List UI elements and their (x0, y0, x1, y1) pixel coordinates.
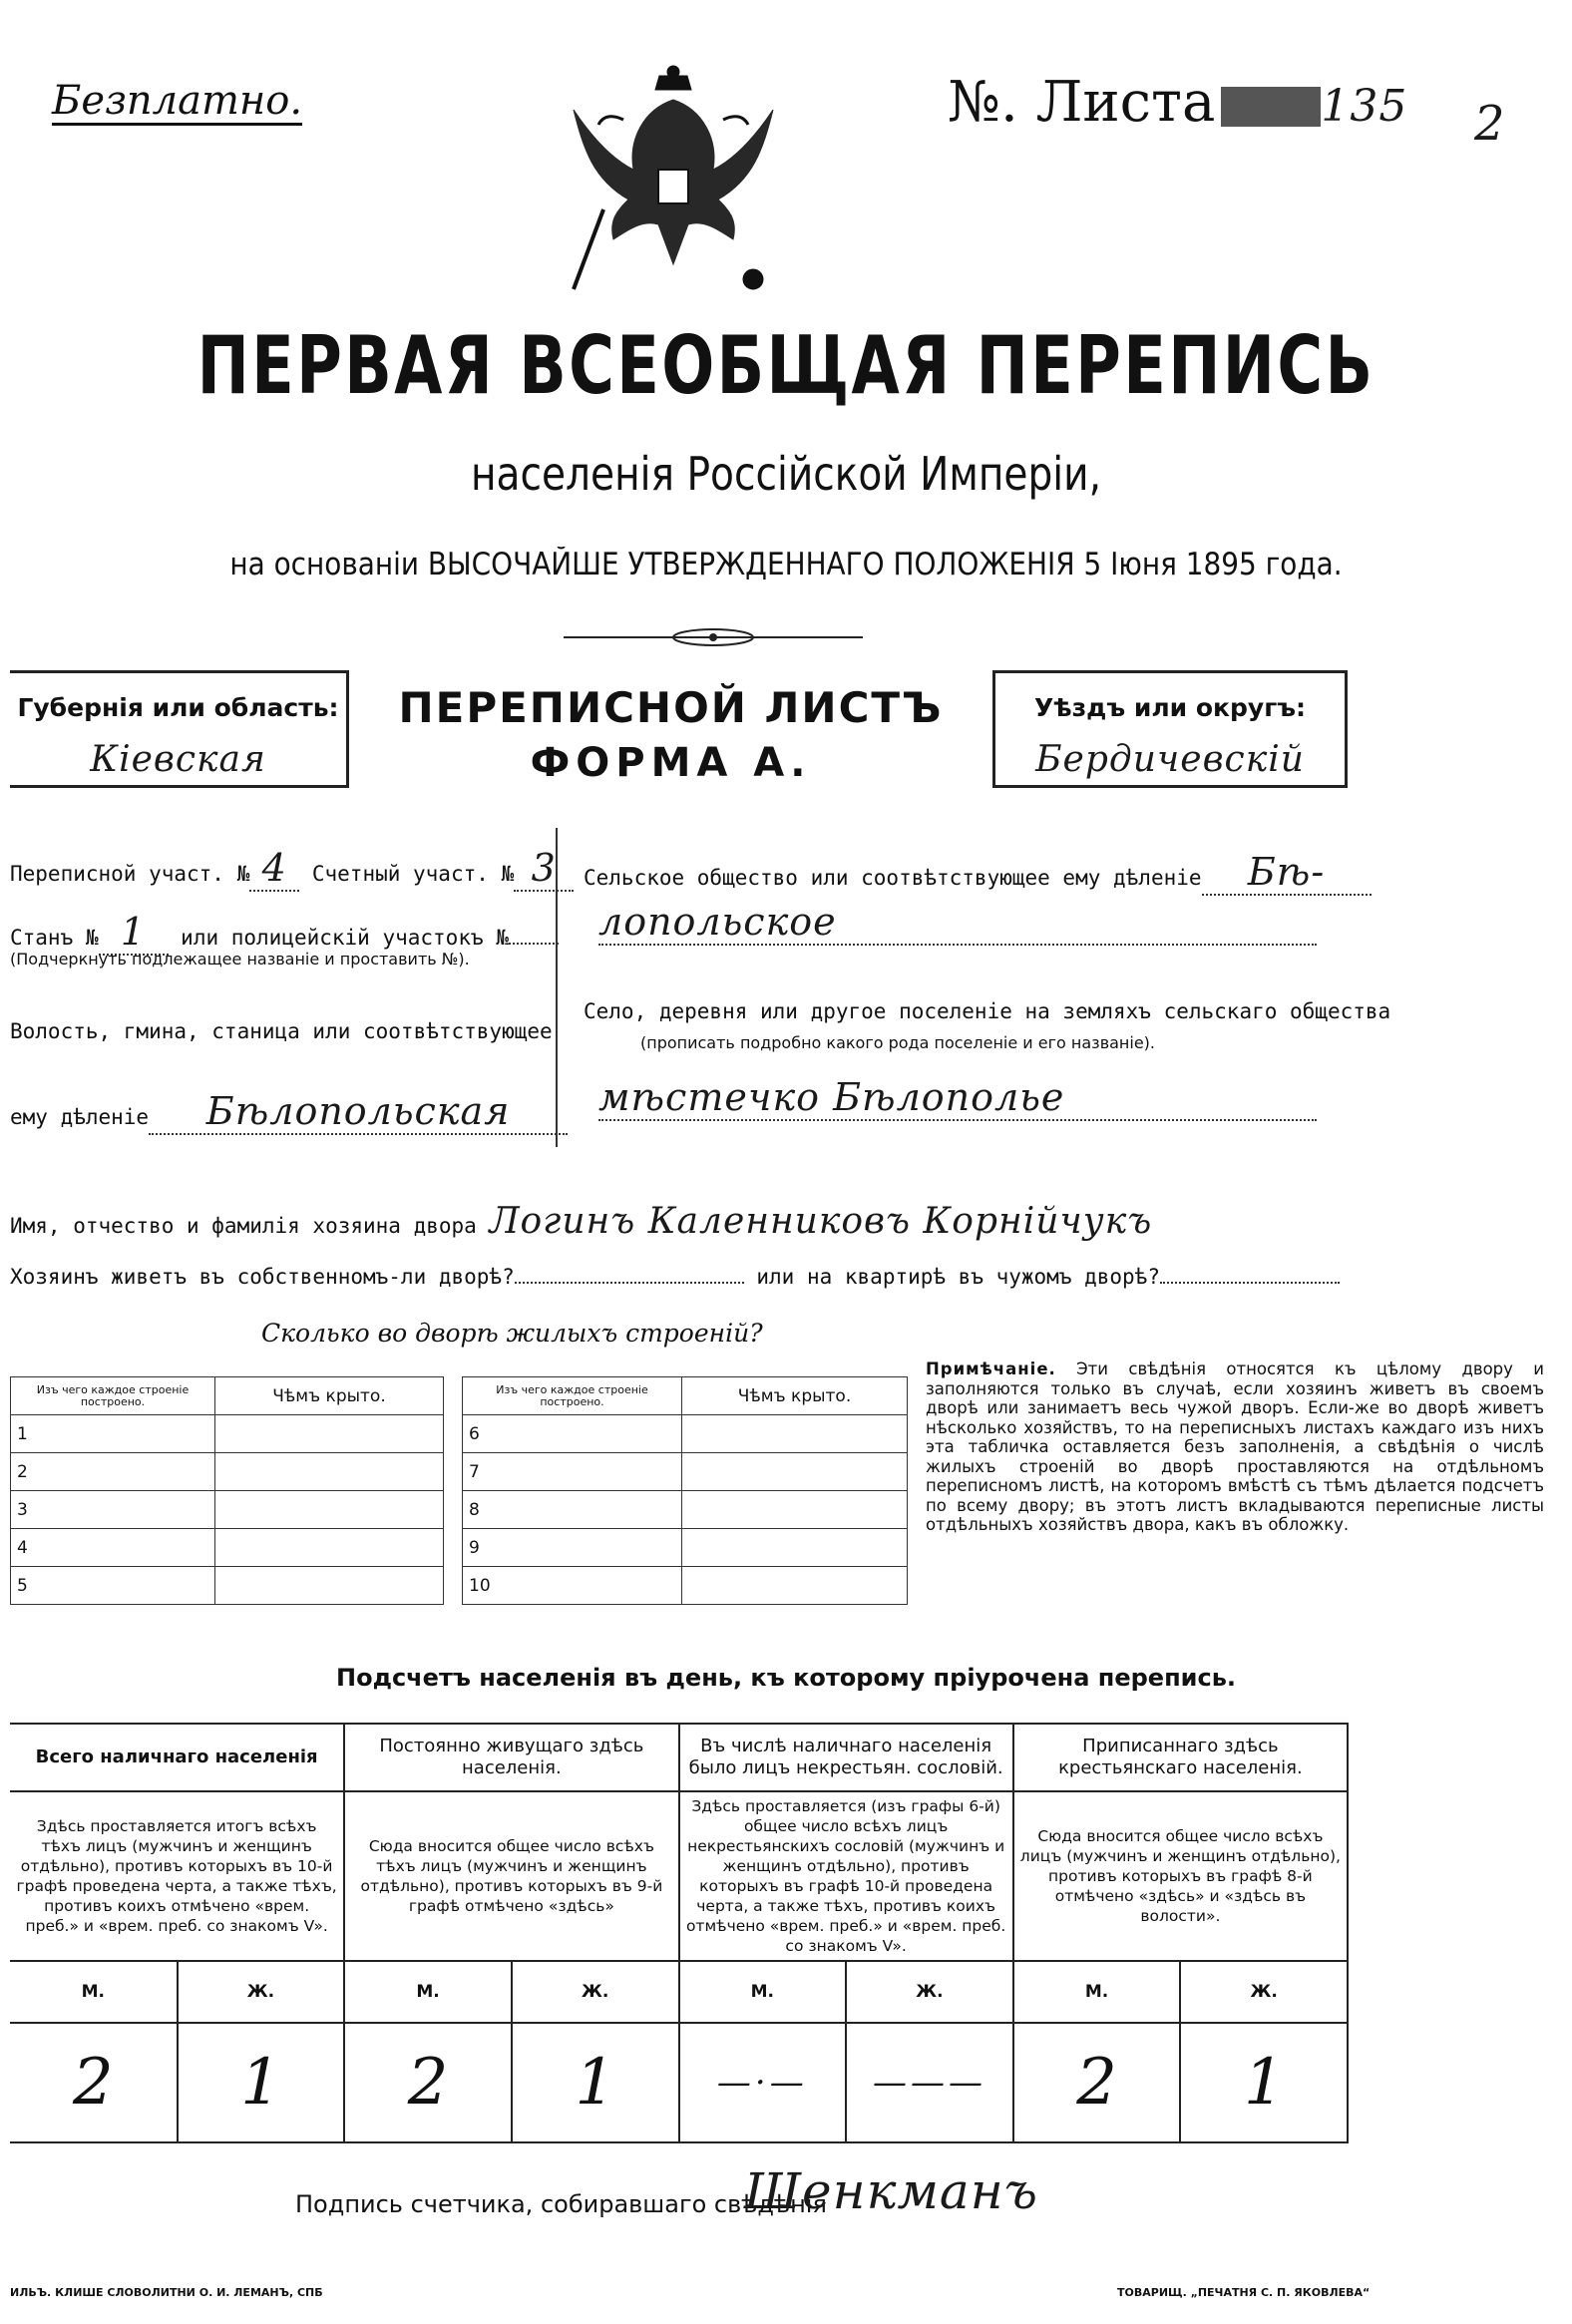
stan-label: Станъ № (10, 926, 99, 950)
building-row-roof (682, 1529, 908, 1567)
stan-value: 1 (99, 910, 169, 956)
buildings-header-material: Изъ чего каждое строеніе построено. (11, 1377, 215, 1415)
buildings-question: Сколько во дворѣ жилыхъ строеній? (261, 1319, 763, 1348)
printer-imprint-left: ИЛЬЪ. КЛИШЕ СЛОВОЛИТНИ О. И. ЛЕМАНЪ, СПБ (10, 2286, 323, 2299)
table-row (11, 1453, 444, 1491)
male-label: М. (10, 1961, 178, 2023)
legal-basis: на основаніи ВЫСОЧАЙШЕ УТВЕРЖДЕННАГО ПОЛОЖЕНІЯ 5 Іюня 1895 года. (229, 547, 1343, 582)
buildings-header-roof: Чѣмъ крыто. (682, 1377, 908, 1415)
own-yard-blank (515, 1282, 744, 1284)
table-row (463, 1453, 908, 1491)
census-section-label: Переписной участ. № (10, 862, 250, 886)
ornament-divider-icon (564, 626, 863, 648)
owner-field (10, 1201, 1152, 1242)
population-count-table (10, 1723, 1349, 2143)
volost-value: Бѣлопольская (149, 1089, 568, 1135)
registered-female-value: 1 (1180, 2023, 1348, 2142)
female-label: Ж. (846, 1961, 1013, 2023)
permanent-female-value: 1 (512, 2023, 679, 2142)
page-title: ПЕРВАЯ ВСЕОБЩАЯ ПЕРЕПИСЬ (196, 319, 1376, 412)
building-row-number: 2 (11, 1453, 215, 1491)
rural-society-value-1: Бѣ- (1202, 850, 1372, 896)
present-male-value: 2 (10, 2023, 178, 2142)
census-section-value: 4 (249, 846, 299, 892)
non-peasant-female-value: ——— (846, 2023, 1013, 2142)
volost-field (10, 1089, 568, 1135)
table-row (463, 1567, 908, 1605)
col-header-permanent-population: Постоянно живущаго здѣсь населенія. (344, 1724, 678, 1791)
building-row-number: 6 (463, 1415, 682, 1453)
non-peasant-male-value: —·— (679, 2023, 847, 2142)
note-text: Эти свѣдѣнія относятся къ цѣлому двору и заполняются только въ случаѣ, если хозяинъ живетъ въ своемъ дворѣ или занимаетъ весь чужой дворъ. Если-же во дворѣ живетъ нѣсколько хозяйствъ, то на переписныхъ листахъ каждаго изъ нихъ эта табличка оставляется безъ заполненія, а свѣдѣнія о числѣ жилыхъ строеній во дворѣ проставляются на отдѣльномъ переписномъ листѣ, на которомъ вмѣстѣ съ тѣмъ дѣлается подсчетъ по всему двору; въ этотъ листъ вкладываются переписные листы отдѣльныхъ хозяйствъ двора, какъ въ обложку. (926, 1359, 1544, 1534)
table-row (11, 1529, 444, 1567)
village-note: (прописать подробно какого рода поселеніе и его названіе). (640, 1033, 1155, 1052)
building-row-number: 5 (11, 1567, 215, 1605)
page-subtitle: населенія Россійской Имперіи, (470, 447, 1102, 501)
volost-label-1: Волость, гмина, станица или соотвѣтствующее (10, 1019, 553, 1043)
column-separator (556, 828, 558, 1147)
building-row-roof (215, 1491, 444, 1529)
buildings-note (926, 1359, 1544, 1535)
owner-value: Логинъ Каленниковъ Корнійчукъ (489, 1201, 1153, 1242)
form-subtitle: ФОРМА А. (530, 740, 812, 786)
building-row-roof (682, 1491, 908, 1529)
building-row-number: 7 (463, 1453, 682, 1491)
volost-label-2: ему дѣленіе (10, 1105, 150, 1129)
count-section-label: Счетный участ. № (311, 862, 515, 886)
buildings-table-left (10, 1376, 444, 1605)
district-box (992, 670, 1348, 788)
col-desc-present-population: Здѣсь проставляется итогъ всѣхъ тѣхъ лицъ (мужчинъ и женщинъ отдѣльно), противъ которыхъ въ 10-й графѣ проведена черта, а также тѣхъ, противъ коихъ отмѣчено «врем. преб.» и «врем. преб. со знакомъ V». (10, 1791, 344, 1961)
rural-society-field (584, 850, 1372, 896)
building-row-roof (215, 1415, 444, 1453)
col-desc-registered-peasant: Сюда вносится общее число всѣхъ лицъ (мужчинъ и женщинъ отдѣльно), противъ которыхъ въ графѣ 8-й отмѣчено «здѣсь» и «здѣсь въ волости». (1013, 1791, 1348, 1961)
male-label: М. (679, 1961, 847, 2023)
table-row (463, 1415, 908, 1453)
note-heading: Примѣчаніе. (926, 1359, 1056, 1378)
table-row (11, 1491, 444, 1529)
form-title: ПЕРЕПИСНОЙ ЛИСТЪ (398, 683, 944, 732)
building-row-roof (215, 1567, 444, 1605)
building-row-roof (215, 1529, 444, 1567)
owner-label: Имя, отчество и фамилія хозяина двора (10, 1214, 477, 1238)
registered-male-value: 2 (1013, 2023, 1181, 2142)
police-precinct-label: или полицейскій участокъ № (181, 926, 509, 950)
village-label: Село, деревня или другое поселеніе на земляхъ сельскаго общества (584, 999, 1391, 1023)
rural-society-label: Сельское общество или соотвѣтствующее ему дѣленіе (584, 866, 1202, 890)
rented-label: или на квартирѣ въ чужомъ дворѣ? (756, 1265, 1160, 1289)
building-row-number: 10 (463, 1567, 682, 1605)
buildings-table-right (462, 1376, 908, 1605)
count-section-value: 3 (514, 846, 574, 892)
female-label: Ж. (1180, 1961, 1348, 2023)
own-yard-label: Хозяинъ живетъ въ собственномъ-ли дворѣ? (10, 1265, 515, 1289)
province-value: Кіевская (90, 739, 266, 780)
col-desc-non-peasant: Здѣсь проставляется (изъ графы 6-й) общее число всѣхъ лицъ некрестьянскихъ сословій (мужчинъ и женщинъ отдѣльно), противъ которыхъ въ графѣ 10-й проведена черта, а также тѣхъ, противъ коихъ отмѣчено «врем. преб.» и «врем. преб. со знакомъ V». (679, 1791, 1013, 1961)
rural-society-line-2 (598, 900, 1317, 946)
male-label: М. (1013, 1961, 1181, 2023)
district-value: Бердичевскій (1035, 739, 1305, 780)
province-box (10, 670, 349, 788)
census-section-field (10, 846, 574, 892)
double-headed-eagle-emblem-icon (564, 60, 783, 309)
police-precinct-blank (509, 943, 559, 945)
building-row-number: 1 (11, 1415, 215, 1453)
table-row (463, 1529, 908, 1567)
building-row-number: 8 (463, 1491, 682, 1529)
col-header-present-population: Всего наличнаго населенія (10, 1724, 344, 1791)
col-header-non-peasant: Въ числѣ наличнаго населенія было лицъ некрестьян. сословій. (679, 1724, 1013, 1791)
rural-society-value-2: лопольское (598, 900, 1317, 946)
village-value: мѣстечко Бѣлополье (598, 1075, 1317, 1121)
stan-note: (Подчеркнуть подлежащее названіе и проставить №). (10, 950, 470, 968)
building-row-roof (215, 1453, 444, 1491)
col-header-registered-peasant: Приписаннаго здѣсь крестьянскаго населенія. (1013, 1724, 1348, 1791)
printer-imprint-right: ТОВАРИЩ. „ПЕЧАТНЯ С. П. ЯКОВЛЕВА“ (1117, 2286, 1371, 2299)
enumerator-signature: Шенкманъ (744, 2162, 1038, 2220)
residence-field (10, 1265, 1340, 1289)
signature-label: Подпись счетчика, собиравшаго свѣдѣнія (295, 2190, 827, 2218)
village-line (598, 1075, 1317, 1121)
table-row (463, 1491, 908, 1529)
sheet-number-label: №. Листа (948, 70, 1216, 135)
table-row (11, 1415, 444, 1453)
population-count-title: Подсчетъ населенія въ день, къ которому пріурочена перепись. (336, 1664, 1236, 1692)
present-female-value: 1 (178, 2023, 345, 2142)
rented-blank (1160, 1282, 1340, 1284)
buildings-header-material: Изъ чего каждое строеніе построено. (463, 1377, 682, 1415)
building-row-roof (682, 1415, 908, 1453)
free-of-charge-label: Безплатно. (52, 78, 303, 124)
buildings-header-roof: Чѣмъ крыто. (215, 1377, 444, 1415)
building-row-number: 3 (11, 1491, 215, 1529)
female-label: Ж. (178, 1961, 345, 2023)
permanent-male-value: 2 (344, 2023, 512, 2142)
sheet-number (948, 70, 1407, 135)
building-row-number: 9 (463, 1529, 682, 1567)
margin-mark: 2 (1474, 96, 1506, 152)
district-label: Уѣздъ или округъ: (1033, 693, 1307, 722)
male-label: М. (344, 1961, 512, 2023)
building-row-roof (682, 1567, 908, 1605)
col-desc-permanent-population: Сюда вносится общее число всѣхъ тѣхъ лицъ (мужчинъ и женщинъ отдѣльно), противъ которыхъ въ 9-й графѣ отмѣчено «здѣсь» (344, 1791, 678, 1961)
table-row (11, 1567, 444, 1605)
female-label: Ж. (512, 1961, 679, 2023)
redaction-mark (1221, 87, 1321, 127)
province-label: Губернія или область: (17, 693, 339, 722)
building-row-number: 4 (11, 1529, 215, 1567)
building-row-roof (682, 1453, 908, 1491)
sheet-number-value: 135 (1321, 81, 1408, 132)
